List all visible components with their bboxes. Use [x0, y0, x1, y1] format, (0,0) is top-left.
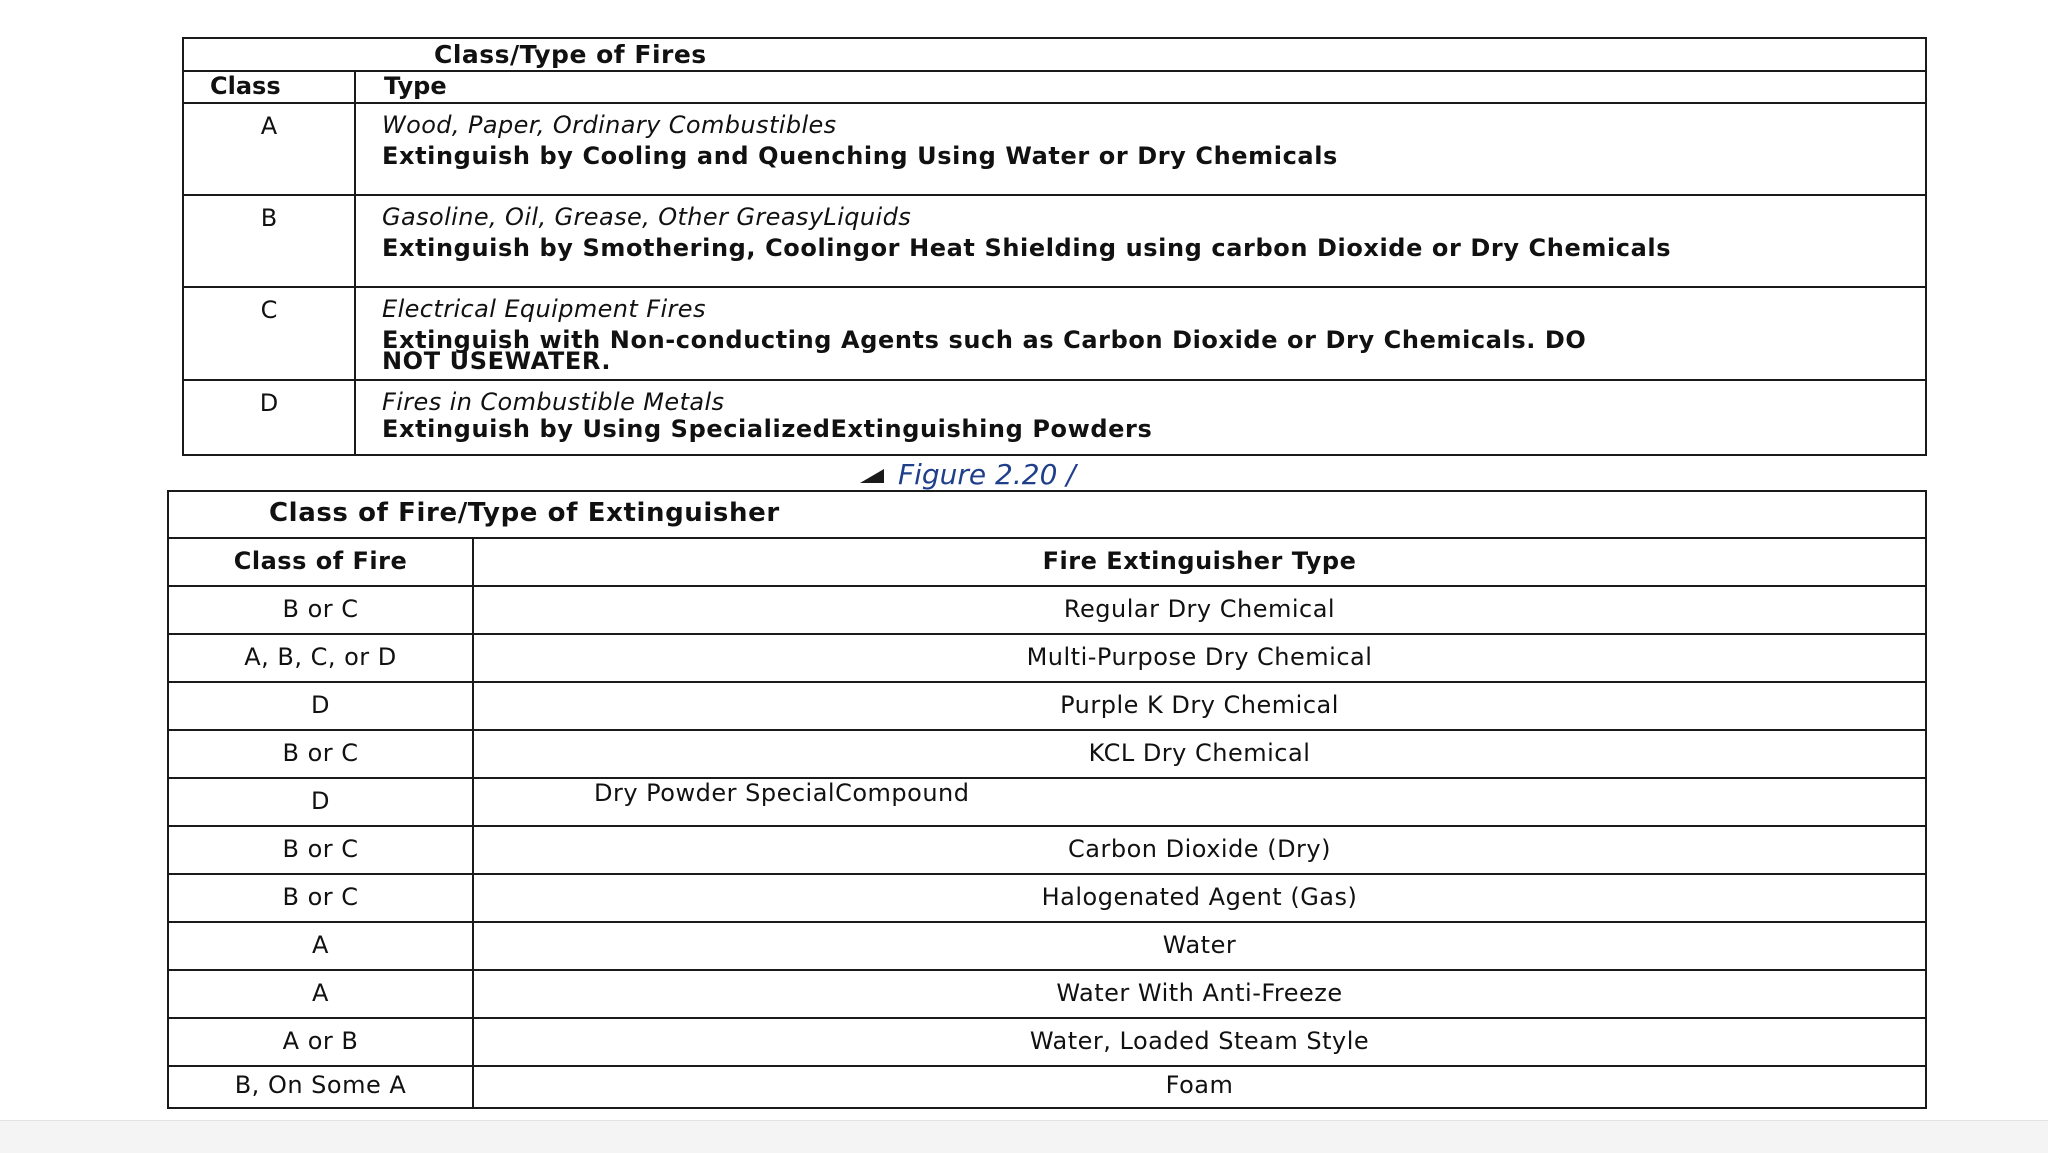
extinguisher-type-cell: Water, Loaded Steam Style: [1029, 1027, 1370, 1055]
fire-class-cell: A: [312, 931, 329, 959]
fire-class-cell: B or C: [282, 739, 359, 767]
table-row: [169, 1019, 1925, 1067]
extinguish-method: Extinguish by Smothering, Coolingor Heat Shielding using carbon Dioxide or Dry Chemicals: [382, 234, 1672, 262]
table-row: [169, 875, 1925, 923]
table-row: [169, 779, 1925, 827]
fire-class-row: [184, 288, 1925, 381]
fire-class-letter: B: [260, 204, 278, 232]
extinguisher-type-cell: Purple K Dry Chemical: [1060, 691, 1339, 719]
fire-class-cell: D: [311, 691, 330, 719]
table-row: [169, 1067, 1925, 1107]
table-row: [169, 971, 1925, 1019]
extinguisher-type-cell: KCL Dry Chemical: [1088, 739, 1311, 767]
bottom-scroll-area: [0, 1120, 2048, 1153]
extinguisher-type-cell: Carbon Dioxide (Dry): [1068, 835, 1331, 863]
table-row: [169, 635, 1925, 683]
header-type: Type: [384, 72, 447, 100]
extinguisher-table-header: [169, 539, 1925, 587]
fire-class-cell: A or B: [282, 1027, 359, 1055]
fire-type-description: Electrical Equipment Fires: [382, 295, 706, 323]
extinguish-method: Extinguish with Non-conducting Agents such as Carbon Dioxide or Dry Chemicals. DO NOT USEWATER.: [382, 326, 1587, 375]
fire-type-description: Gasoline, Oil, Grease, Other GreasyLiquids: [382, 203, 912, 231]
table-row: [169, 683, 1925, 731]
fire-class-table-title-row: [184, 39, 1925, 72]
fire-type-description: Fires in Combustible Metals: [382, 388, 725, 416]
fire-class-table-header: [184, 72, 1925, 104]
fire-class-cell: B or C: [282, 883, 359, 911]
extinguish-method: Extinguish by Using SpecializedExtinguishing Powders: [382, 415, 1153, 443]
fire-class-row: [184, 196, 1925, 288]
extinguish-method: Extinguish by Cooling and Quenching Using Water or Dry Chemicals: [382, 142, 1338, 170]
extinguisher-type-cell: Dry Powder SpecialCompound: [594, 779, 970, 807]
fire-class-row: [184, 381, 1925, 454]
fire-class-letter: C: [260, 296, 278, 324]
fire-class-letter: D: [259, 389, 279, 417]
extinguisher-table-title: Class of Fire/Type of Extinguisher: [269, 498, 780, 528]
table-row: [169, 587, 1925, 635]
fire-class-cell: A: [312, 979, 329, 1007]
extinguisher-type-cell: Foam: [1165, 1071, 1234, 1099]
fire-class-row: [184, 104, 1925, 196]
fire-class-cell: B or C: [282, 835, 359, 863]
extinguisher-type-cell: Multi-Purpose Dry Chemical: [1026, 643, 1373, 671]
figure-caption-text: Figure 2.20 /: [898, 458, 1076, 491]
extinguisher-type-cell: Regular Dry Chemical: [1063, 595, 1336, 623]
extinguisher-table: [167, 490, 1927, 1109]
table-row: [169, 827, 1925, 875]
fire-class-letter: A: [260, 112, 278, 140]
fire-class-table: [182, 37, 1927, 456]
header-class: Class: [210, 72, 281, 100]
extinguisher-type-cell: Water With Anti-Freeze: [1056, 979, 1343, 1007]
table-row: [169, 923, 1925, 971]
fire-class-cell: A, B, C, or D: [244, 643, 397, 671]
extinguisher-type-cell: Water: [1162, 931, 1237, 959]
figure-caption: [860, 458, 1076, 491]
caption-triangle-icon: [860, 469, 884, 483]
extinguisher-type-cell: Halogenated Agent (Gas): [1041, 883, 1358, 911]
table-row: [169, 731, 1925, 779]
fire-class-cell: D: [311, 787, 330, 815]
fire-type-description: Wood, Paper, Ordinary Combustibles: [382, 111, 837, 139]
fire-class-table-title: Class/Type of Fires: [434, 40, 707, 69]
extinguisher-table-title-row: [169, 492, 1925, 539]
fire-class-cell: B or C: [282, 595, 359, 623]
header-extinguisher-type: Fire Extinguisher Type: [1042, 547, 1357, 575]
header-class-of-fire: Class of Fire: [233, 547, 408, 575]
fire-class-cell: B, On Some A: [234, 1071, 407, 1099]
